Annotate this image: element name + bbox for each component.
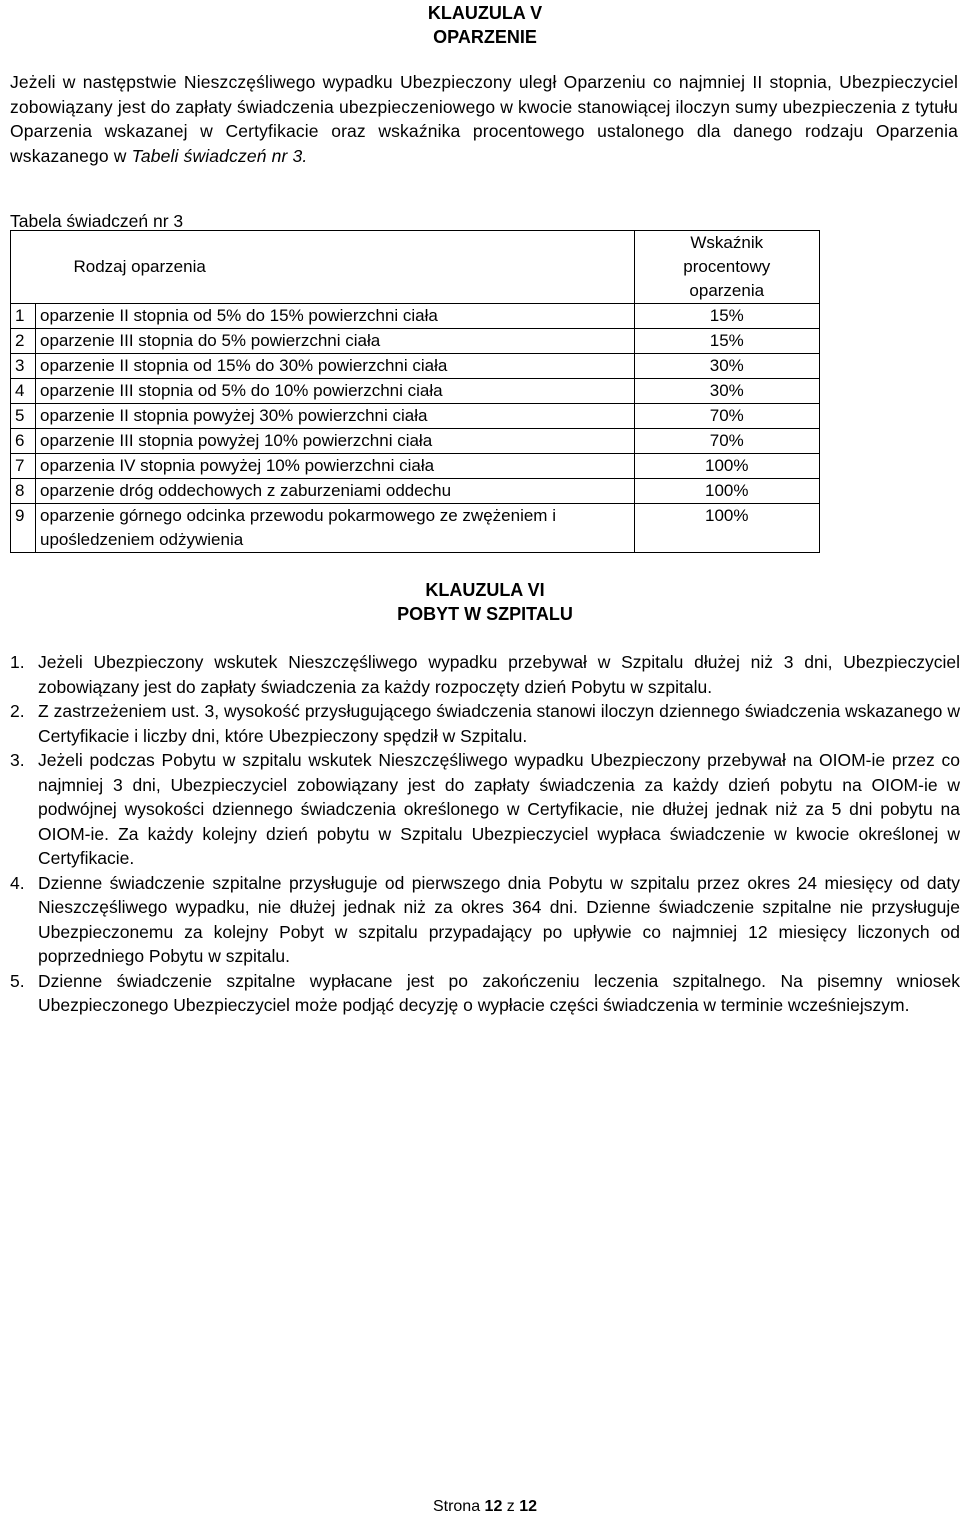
page-footer [10, 1497, 960, 1517]
table-row [11, 379, 820, 404]
table-header-pct [634, 231, 820, 304]
row-pct: 15% [634, 329, 820, 354]
row-name: oparzenie górnego odcinka przewodu pokarmowego ze zwężeniem i upośledzeniem odżywienia [36, 504, 635, 553]
footer-page-of: z [506, 1498, 515, 1515]
table-row [11, 479, 820, 504]
table-row [11, 454, 820, 479]
row-nr: 9 [11, 504, 36, 553]
clause6-title: KLAUZULA VI [425, 580, 545, 600]
list-item-text: Jeżeli podczas Pobytu w szpitalu wskutek Nieszczęśliwego wypadku Ubezpieczony przebywał na OIOM-ie przez co najmniej 3 dni, Ubezpieczyciel zobowiązany jest do zapłaty świadczenia za każdy dzień pobytu na OIOM-ie w podwójnej wysokości dziennego świadczenia określonego w Certyfikacie, nie dłużej jednak niż za 5 dni pobytu na OIOM-ie. Za każdy kolejny dzień pobytu w Szpitalu Ubezpieczyciel wypłaca świadczenie w kwocie określonej w Certyfikacie. [38, 750, 960, 868]
row-pct: 100% [634, 454, 820, 479]
row-name: oparzenie dróg oddechowych z zaburzeniami oddechu [36, 479, 635, 504]
clause5-heading [10, 1, 960, 49]
row-nr: 7 [11, 454, 36, 479]
list-item-number: 4. [10, 872, 25, 893]
row-name: oparzenie III stopnia do 5% powierzchni ciała [36, 329, 635, 354]
footer-page-current: 12 [484, 1498, 503, 1515]
row-name: oparzenie II stopnia powyżej 30% powierzchni ciała [36, 404, 635, 429]
row-nr: 6 [11, 429, 36, 454]
list-item-number: 1. [10, 652, 25, 672]
list-item [10, 748, 960, 871]
table-header-name: Rodzaj oparzenia [36, 231, 635, 304]
footer-page-total: 12 [519, 1498, 538, 1515]
benefits-table [10, 230, 820, 553]
table-header-nr [11, 231, 36, 304]
table-header-pct-line3: oparzenia [689, 281, 765, 300]
clause5-intro [10, 70, 958, 168]
table-header-row [11, 231, 820, 304]
row-nr: 1 [11, 304, 36, 329]
table-row [11, 329, 820, 354]
list-item-text: Dzienne świadczenie szpitalne przysługuje od pierwszego dnia Pobytu w szpitalu przez okres 24 miesięcy od daty Nieszczęśliwego wypadku, nie dłużej jednak niż za okres 364 dni. Dzienne świadczenie szpitalne nie przysługuje Ubezpieczonemu za kolejny Pobyt w szpitalu przypadający po upływie co najmniej 12 miesięcy liczonych od poprzedniego Pobytu w szpitalu. [38, 872, 960, 966]
clause5-title: KLAUZULA V [427, 3, 543, 23]
clause5-intro-table-ref: Tabeli świadczeń nr 3. [131, 145, 308, 166]
row-name: oparzenie III stopnia powyżej 10% powierzchni ciała [36, 429, 635, 454]
list-item [10, 650, 960, 699]
table-row [11, 429, 820, 454]
list-item-text: Dzienne świadczenie szpitalne wypłacane jest po zakończeniu leczenia szpitalnego. Na pisemny wniosek Ubezpieczonego Ubezpieczyciel może podjąć decyzję o wypłacie części świadczenia w terminie wcześniejszym. [38, 970, 960, 1015]
row-pct: 100% [634, 479, 820, 504]
row-name: oparzenie II stopnia od 5% do 15% powierzchni ciała [36, 304, 635, 329]
table-row [11, 504, 820, 553]
row-pct: 30% [634, 354, 820, 379]
clause6-heading [10, 578, 960, 626]
row-pct: 100% [634, 504, 820, 553]
list-item [10, 871, 960, 969]
table-header-pct-line2: procentowy [683, 257, 771, 276]
clause5-subtitle: OPARZENIE [433, 27, 537, 47]
list-item [10, 969, 960, 1018]
table-row [11, 354, 820, 379]
footer-page-word: Strona [432, 1498, 481, 1515]
row-name: oparzenie III stopnia od 5% do 10% powierzchni ciała [36, 379, 635, 404]
table-row [11, 404, 820, 429]
row-nr: 3 [11, 354, 36, 379]
list-item-number: 5. [10, 970, 25, 991]
table-header-pct-line1: Wskaźnik [690, 233, 764, 252]
row-name: oparzenie II stopnia od 15% do 30% powierzchni ciała [36, 354, 635, 379]
list-item [10, 699, 960, 748]
clause5-intro-text: Jeżeli w następstwie Nieszczęśliwego wypadku Ubezpieczony uległ Oparzeniu co najmniej II stopnia, Ubezpieczyciel zobowiązany jest do zapłaty świadczenia ubezpieczeniowego w kwocie stanowiącej iloczyn sumy ubezpieczenia z tytułu Oparzenia wskazanej w Certyfikacie oraz wskaźnika procentowego ustalonego dla danego rodzaju Oparzenia wskazanego w [10, 72, 959, 166]
row-pct: 70% [634, 429, 820, 454]
table-row [11, 304, 820, 329]
row-name: oparzenia IV stopnia powyżej 10% powierzchni ciała [36, 454, 635, 479]
list-item-number: 3. [10, 750, 25, 770]
table-caption: Tabela świadczeń nr 3 [10, 211, 184, 231]
row-nr: 2 [11, 329, 36, 354]
row-nr: 4 [11, 379, 36, 404]
list-item-number: 2. [10, 701, 25, 721]
row-pct: 30% [634, 379, 820, 404]
clause6-subtitle: POBYT W SZPITALU [397, 604, 573, 624]
list-item-text: Z zastrzeżeniem ust. 3, wysokość przysługującego świadczenia stanowi iloczyn dziennego świadczenia wskazanego w Certyfikacie i liczby dni, które Ubezpieczony spędził w Szpitalu. [38, 701, 960, 746]
row-nr: 8 [11, 479, 36, 504]
row-pct: 15% [634, 304, 820, 329]
list-item-text: Jeżeli Ubezpieczony wskutek Nieszczęśliwego wypadku przebywał w Szpitalu dłużej niż 3 dni, Ubezpieczyciel zobowiązany jest do zapłaty świadczenia za każdy rozpoczęty dzień Pobytu w szpitalu. [38, 652, 960, 697]
row-nr: 5 [11, 404, 36, 429]
clause6-list [10, 650, 960, 1018]
row-pct: 70% [634, 404, 820, 429]
